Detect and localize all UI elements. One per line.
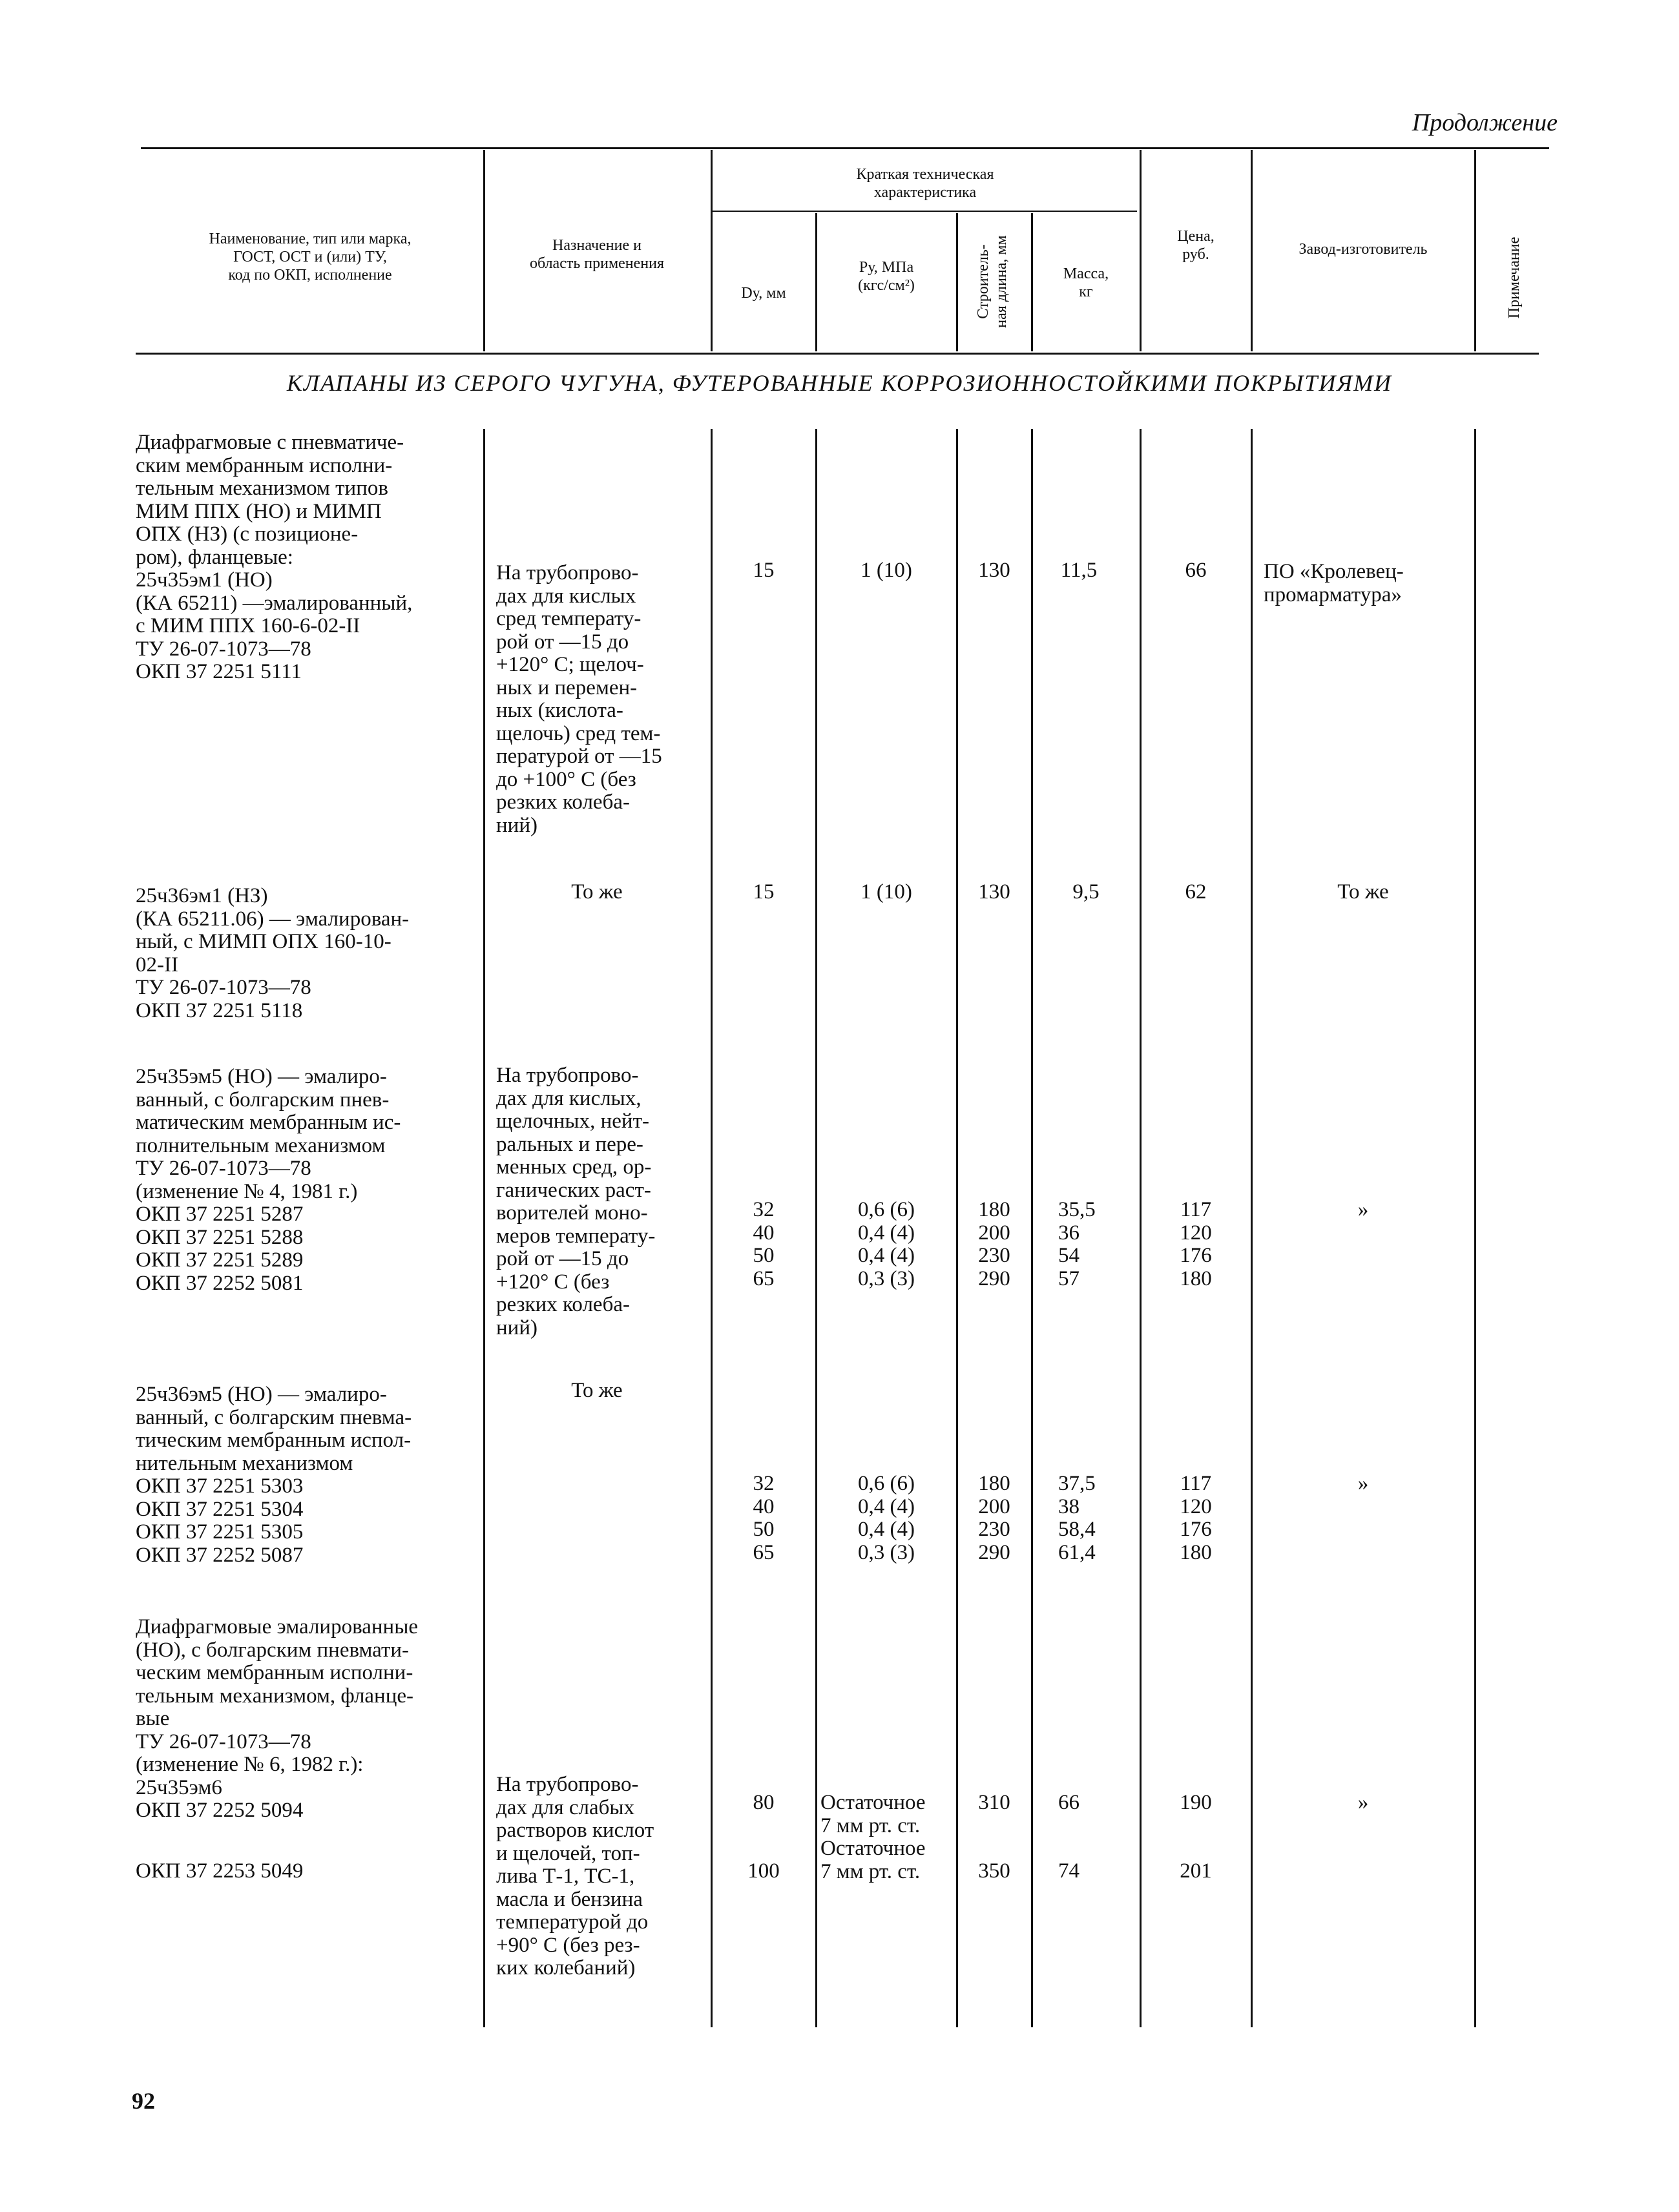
row-1-dy: 15 xyxy=(753,559,775,582)
header-specs: Краткая техническая характеристика xyxy=(856,166,994,201)
body-divider xyxy=(1140,429,1142,2027)
header-divider xyxy=(956,213,958,351)
row-1-purpose: На трубопрово- дах для кислых сред температу- рой от —15 до +120° С; щелоч- ных и перемен- ных (кислота- щелочь) сред тем- пературой от —15 до +100° С (без резких колеба- ний) xyxy=(496,561,662,837)
row-5-mass-second: 74 xyxy=(1058,1859,1079,1883)
body-divider xyxy=(956,429,958,2027)
row-2-mass: 9,5 xyxy=(1072,880,1100,904)
row-3-py: 0,6 (6) 0,4 (4) 0,4 (4) 0,3 (3) xyxy=(858,1198,915,1290)
header-price: Цена, руб. xyxy=(1177,228,1215,263)
row-5-name: Диафрагмовые эмалированные (НО), с болгарским пневмати- ческим мембранным исполни- тельным механизмом, фланце- вые ТУ 26-07-1073—78 (изменение № 6, 1982 г.): 25ч35эм6 ОКП 37 2252 5094 xyxy=(136,1615,419,1822)
row-1-factory: ПО «Кролевец- промарматура» xyxy=(1264,560,1404,606)
row-5-length: 310 xyxy=(978,1791,1010,1814)
header-name: Наименование, тип или марка, ГОСТ, ОСТ и (или) ТУ, код по ОКП, исполнение xyxy=(209,231,412,284)
row-4-length: 180 200 230 290 xyxy=(978,1472,1010,1564)
row-5-length-second: 350 xyxy=(978,1859,1010,1883)
body-divider xyxy=(815,429,817,2027)
row-5-py: Остаточное 7 мм рт. ст. Остаточное 7 мм рт. ст. xyxy=(820,1791,926,1883)
row-1-price: 66 xyxy=(1185,559,1207,582)
body-divider xyxy=(1031,429,1033,2027)
row-4-dy: 32 40 50 65 xyxy=(753,1472,775,1564)
row-1-name: Диафрагмовые с пневматиче- ским мембранным исполни- тельным механизмом типов МИМ ППХ (НО) и МИМП ОПХ (НЗ) (с позиционе- ром), фланцевые: 25ч35эм1 (НО) (КА 65211) —эмалированный, с МИМ ППХ 160-6-02-II ТУ 26-07-1073—78 ОКП 37 2251 5111 xyxy=(136,431,413,683)
header-bottom-rule xyxy=(136,353,1539,355)
row-2-price: 62 xyxy=(1185,880,1207,904)
row-4-py: 0,6 (6) 0,4 (4) 0,4 (4) 0,3 (3) xyxy=(858,1472,915,1564)
row-1-py: 1 (10) xyxy=(860,559,912,582)
header-divider xyxy=(815,213,817,351)
header-divider xyxy=(1031,213,1033,351)
row-2-factory: То же xyxy=(1337,880,1389,904)
header-divider xyxy=(1140,150,1142,351)
section-title: КЛАПАНЫ ИЗ СЕРОГО ЧУГУНА, ФУТЕРОВАННЫЕ КОРРОЗИОННОСТОЙКИМИ ПОКРЫТИЯМИ xyxy=(286,370,1393,396)
body-divider xyxy=(1251,429,1253,2027)
body-divider xyxy=(483,429,485,2027)
row-2-dy: 15 xyxy=(753,880,775,904)
row-5-factory: » xyxy=(1357,1791,1369,1814)
row-3-name: 25ч35эм5 (НО) — эмалиро- ванный, с болгарским пнев- матическим мембранным ис- полнительным механизмом ТУ 26-07-1073—78 (изменение № 4, 1981 г.) ОКП 37 2251 5287 ОКП 37 2251 5288 ОКП 37 2251 5289 ОКП 37 2252 5081 xyxy=(136,1065,401,1295)
header-divider xyxy=(1474,150,1476,351)
row-2-purpose: То же xyxy=(571,880,623,904)
body-divider xyxy=(1474,429,1476,2027)
header-length: Строитель- ная длина, мм xyxy=(975,235,1010,328)
row-3-dy: 32 40 50 65 xyxy=(753,1198,775,1290)
header-py: Pу, МПа (кгс/см²) xyxy=(858,259,915,294)
row-3-mass: 35,5 36 54 57 xyxy=(1058,1198,1096,1290)
header-mass: Масса, кг xyxy=(1063,265,1109,300)
header-divider xyxy=(483,150,485,351)
row-2-name: 25ч36эм1 (НЗ) (КА 65211.06) — эмалирован- ный, с МИМП ОПХ 160-10- 02-II ТУ 26-07-1073—78 ОКП 37 2251 5118 xyxy=(136,884,410,1022)
row-4-name: 25ч36эм5 (НО) — эмалиро- ванный, с болгарским пневма- тическим мембранным испол- нительным механизмом ОКП 37 2251 5303 ОКП 37 2251 5304 ОКП 37 2251 5305 ОКП 37 2252 5087 xyxy=(136,1383,412,1567)
header-dy: Dу, мм xyxy=(741,285,786,302)
header-divider xyxy=(1251,150,1253,351)
header-purpose: Назначение и область применения xyxy=(529,237,665,272)
header-note: Примечание xyxy=(1506,236,1523,319)
continuation-label: Продолжение xyxy=(1412,109,1558,136)
row-5-dy: 80 xyxy=(753,1791,775,1814)
row-5-dy-second: 100 xyxy=(747,1859,780,1883)
row-2-length: 130 xyxy=(978,880,1010,904)
row-5-price-second: 201 xyxy=(1180,1859,1212,1883)
row-3-price: 117 120 176 180 xyxy=(1180,1198,1212,1290)
row-4-mass: 37,5 38 58,4 61,4 xyxy=(1058,1472,1096,1564)
header-top-rule xyxy=(141,147,1549,149)
specs-sub-rule xyxy=(711,211,1137,212)
row-5-purpose: На трубопрово- дах для слабых растворов кислот и щелочей, топ- лива Т-1, ТС-1, масла и бензина температурой до +90° С (без рез- ких колебаний) xyxy=(496,1773,654,1979)
row-3-length: 180 200 230 290 xyxy=(978,1198,1010,1290)
row-5-price: 190 xyxy=(1180,1791,1212,1814)
header-factory: Завод-изготовитель xyxy=(1298,241,1428,258)
row-1-length: 130 xyxy=(978,559,1010,582)
body-divider xyxy=(711,429,713,2027)
row-4-price: 117 120 176 180 xyxy=(1180,1472,1212,1564)
row-4-factory: » xyxy=(1357,1472,1369,1495)
page-number: 92 xyxy=(132,2088,155,2114)
row-3-purpose: На трубопрово- дах для кислых, щелочных, нейт- ральных и пере- менных сред, ор- ганических раст- ворителей моно- меров температу- рой от —15 до +120° С (без резких колеба- ний) xyxy=(496,1064,656,1339)
row-5-mass: 66 xyxy=(1058,1791,1079,1814)
row-4-purpose: То же xyxy=(571,1379,623,1402)
row-3-factory: » xyxy=(1357,1198,1369,1221)
row-2-py: 1 (10) xyxy=(860,880,912,904)
header-divider xyxy=(711,150,713,351)
row-5-name-second-code: ОКП 37 2253 5049 xyxy=(136,1859,304,1883)
row-1-mass: 11,5 xyxy=(1060,559,1098,582)
